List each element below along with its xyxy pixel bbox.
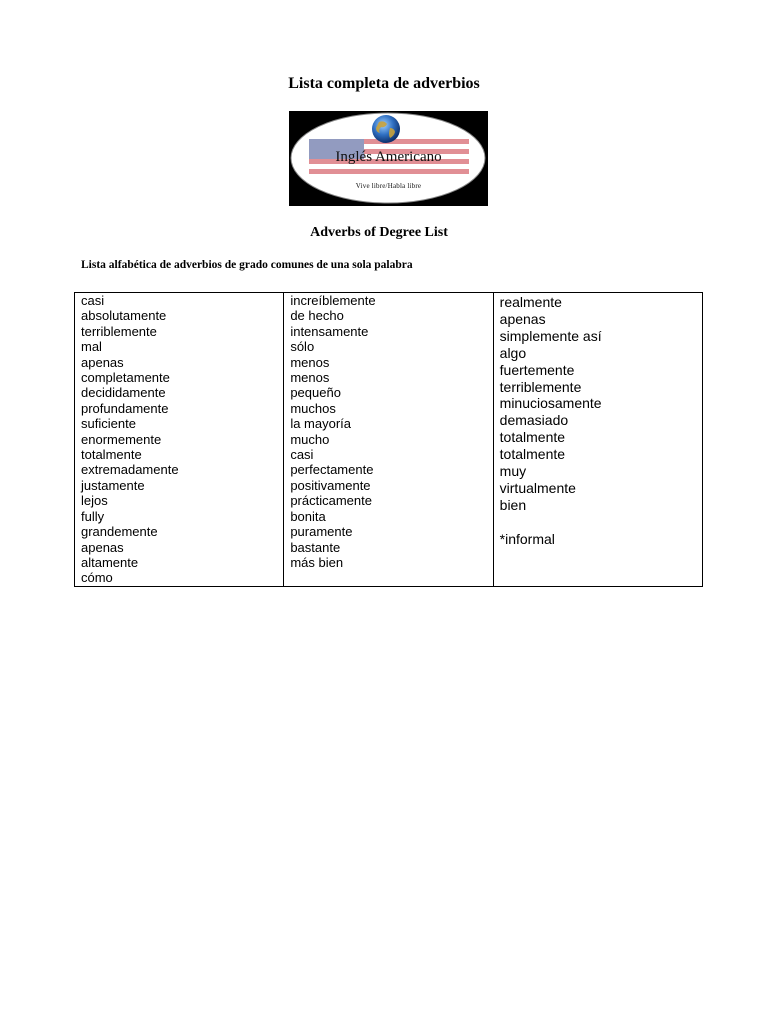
section-subtitle: Adverbs of Degree List	[310, 225, 448, 240]
globe-icon	[372, 115, 400, 143]
adverb-item: cómo	[81, 570, 113, 586]
adverb-item: absolutamente	[81, 308, 167, 324]
section-description: Lista alfabética de adverbios de grado comunes de una sola palabra	[81, 259, 413, 271]
adverb-item: terriblemente	[499, 378, 582, 395]
adverb-item: enormemente	[81, 431, 162, 447]
adverb-item: mal	[81, 339, 102, 355]
adverb-item: apenas	[81, 539, 124, 555]
adverb-item: positivamente	[290, 477, 371, 493]
adverb-item: totalmente	[81, 447, 142, 463]
adverb-column-3-items	[500, 294, 702, 514]
adverb-item: totalmente	[499, 446, 566, 463]
adverb-item: de hecho	[290, 308, 344, 324]
adverb-item: profundamente	[81, 400, 169, 416]
adverb-item: puramente	[290, 524, 353, 540]
logo-slogan: Vive libre/Habla libre	[355, 182, 422, 190]
adverb-item: prácticamente	[290, 493, 372, 509]
adverb-item: minuciosamente	[499, 395, 602, 412]
adverb-item: extremadamente	[81, 462, 179, 478]
adverb-item: grandemente	[81, 524, 158, 540]
adverb-table	[74, 292, 703, 587]
adverb-item: fully	[81, 508, 105, 524]
adverb-item: virtualmente	[499, 479, 576, 496]
adverb-item: bonita	[290, 508, 326, 524]
adverb-column-1	[75, 293, 284, 586]
adverb-item: casi	[290, 447, 314, 463]
adverb-item: completamente	[81, 370, 170, 386]
logo-name: Inglés Americano	[335, 149, 442, 165]
adverb-item: la mayoría	[290, 416, 352, 432]
adverb-item: bien	[499, 496, 527, 513]
adverb-item: menos	[290, 370, 330, 386]
adverb-item: demasiado	[499, 412, 569, 429]
adverb-item: algo	[499, 344, 527, 361]
adverb-item: lejos	[81, 493, 108, 509]
adverb-item: decididamente	[81, 385, 166, 401]
adverb-item: sólo	[290, 339, 315, 355]
adverb-item: apenas	[499, 310, 546, 327]
informal-note: *informal	[499, 530, 555, 547]
adverb-column-3	[494, 293, 702, 586]
adverb-item: muchos	[290, 400, 336, 416]
adverb-item: apenas	[81, 354, 124, 370]
adverb-item: altamente	[81, 554, 139, 570]
adverb-item: realmente	[499, 294, 562, 310]
adverb-item: pequeño	[290, 385, 341, 401]
adverb-item: mucho	[290, 431, 330, 447]
adverb-item: justamente	[81, 477, 145, 493]
adverb-item: más bien	[290, 554, 344, 570]
adverb-item: menos	[290, 354, 330, 370]
adverb-item: totalmente	[499, 429, 566, 446]
page-title: Lista completa de adverbios	[288, 75, 480, 92]
adverb-item: simplemente así	[499, 327, 602, 344]
logo	[289, 111, 488, 206]
adverb-item: fuertemente	[499, 361, 575, 378]
adverb-item: casi	[81, 293, 105, 308]
adverb-item: terriblemente	[81, 323, 157, 339]
adverb-item: muy	[499, 463, 527, 480]
adverb-column-2	[284, 293, 493, 586]
adverb-item: increíblemente	[290, 293, 376, 308]
adverb-item: bastante	[290, 539, 341, 555]
adverb-item: perfectamente	[290, 462, 374, 478]
adverb-item: intensamente	[290, 323, 369, 339]
adverb-item: suficiente	[81, 416, 136, 432]
